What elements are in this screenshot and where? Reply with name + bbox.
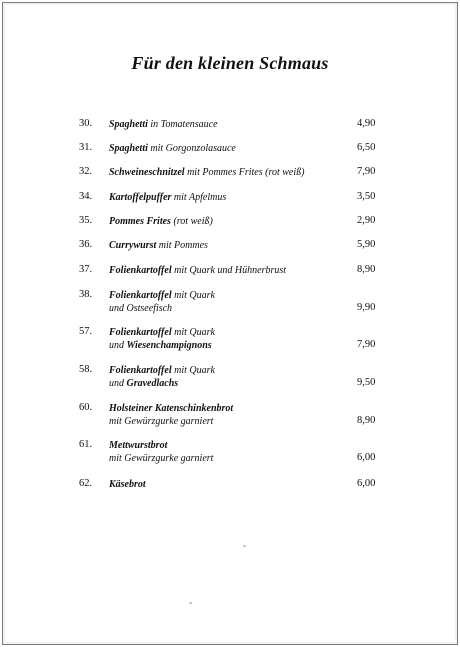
item-detail-line2: und	[109, 340, 124, 351]
item-price: 8,90	[357, 415, 376, 426]
item-number: 61.	[79, 439, 93, 450]
item-description	[109, 289, 215, 315]
item-description	[109, 326, 215, 352]
item-name: Kartoffelpuffer	[109, 192, 172, 203]
item-detail: mit Gorgonzolasauce	[150, 143, 236, 154]
item-detail-line2: mit Gewürzgurke garniert	[109, 416, 214, 427]
item-description	[109, 118, 218, 131]
item-price: 4,90	[357, 118, 376, 129]
item-name: Pommes Frites	[109, 216, 171, 227]
item-name: Schweineschnitzel	[109, 167, 185, 178]
scan-speck	[243, 545, 246, 547]
item-price: 5,90	[357, 239, 376, 250]
item-price: 2,90	[357, 215, 376, 226]
item-price: 6,50	[357, 142, 376, 153]
item-number: 32.	[79, 166, 93, 177]
item-description	[109, 364, 215, 390]
item-detail: mit Quark	[174, 327, 215, 338]
item-number: 36.	[79, 239, 93, 250]
item-description	[109, 478, 146, 491]
item-price: 8,90	[357, 264, 376, 275]
item-detail-line2-bold: Gravedlachs	[126, 378, 179, 389]
item-detail: mit Apfelmus	[173, 192, 227, 203]
item-description	[109, 239, 208, 252]
item-name: Spaghetti	[109, 143, 148, 154]
item-price: 7,90	[357, 339, 376, 350]
item-number: 62.	[79, 478, 93, 489]
item-description	[109, 264, 286, 277]
item-description	[109, 439, 213, 465]
item-detail-line2: mit Gewürzgurke garniert	[109, 453, 214, 464]
item-number: 30.	[79, 118, 93, 129]
item-number: 60.	[79, 402, 93, 413]
page-title: Für den kleinen Schmaus	[131, 53, 329, 73]
menu-page	[2, 2, 458, 645]
item-name: Spaghetti	[109, 119, 148, 130]
item-detail: mit Quark	[174, 365, 215, 376]
item-detail: mit Pommes	[158, 240, 208, 251]
item-price: 6,00	[357, 452, 376, 463]
item-description	[109, 142, 236, 155]
item-number: 35.	[79, 215, 93, 226]
item-name: Folienkartoffel	[109, 290, 172, 301]
item-number: 37.	[79, 264, 93, 275]
item-price: 9,50	[357, 377, 376, 388]
item-name: Folienkartoffel	[109, 365, 172, 376]
item-description	[109, 191, 226, 204]
item-detail: (rot weiß)	[173, 216, 213, 227]
item-description	[109, 215, 213, 228]
item-detail-line2: und Ostseefisch	[109, 303, 173, 314]
item-number: 57.	[79, 326, 93, 337]
item-price: 6,00	[357, 478, 376, 489]
item-number: 34.	[79, 191, 93, 202]
item-name: Folienkartoffel	[109, 265, 172, 276]
item-detail: in Tomatensauce	[150, 119, 218, 130]
item-detail-line2-bold: Wiesenchampignons	[126, 340, 212, 351]
item-description	[109, 166, 304, 179]
item-name: Currywurst	[109, 240, 157, 251]
item-detail: mit Quark	[174, 290, 215, 301]
scan-speck	[189, 602, 192, 604]
item-number: 38.	[79, 289, 93, 300]
item-name: Folienkartoffel	[109, 327, 172, 338]
item-name: Holsteiner Katenschinkenbrot	[109, 403, 234, 414]
item-detail: mit Quark und Hühnerbrust	[174, 265, 287, 276]
item-price: 7,90	[357, 166, 376, 177]
item-description	[109, 402, 233, 428]
item-price: 9,90	[357, 302, 376, 313]
item-number: 31.	[79, 142, 93, 153]
item-name: Käsebrot	[109, 479, 146, 490]
item-number: 58.	[79, 364, 93, 375]
item-price: 3,50	[357, 191, 376, 202]
item-name: Mettwurstbrot	[109, 440, 168, 451]
item-detail: mit Pommes Frites (rot weiß)	[187, 167, 305, 178]
item-detail-line2: und	[109, 378, 124, 389]
